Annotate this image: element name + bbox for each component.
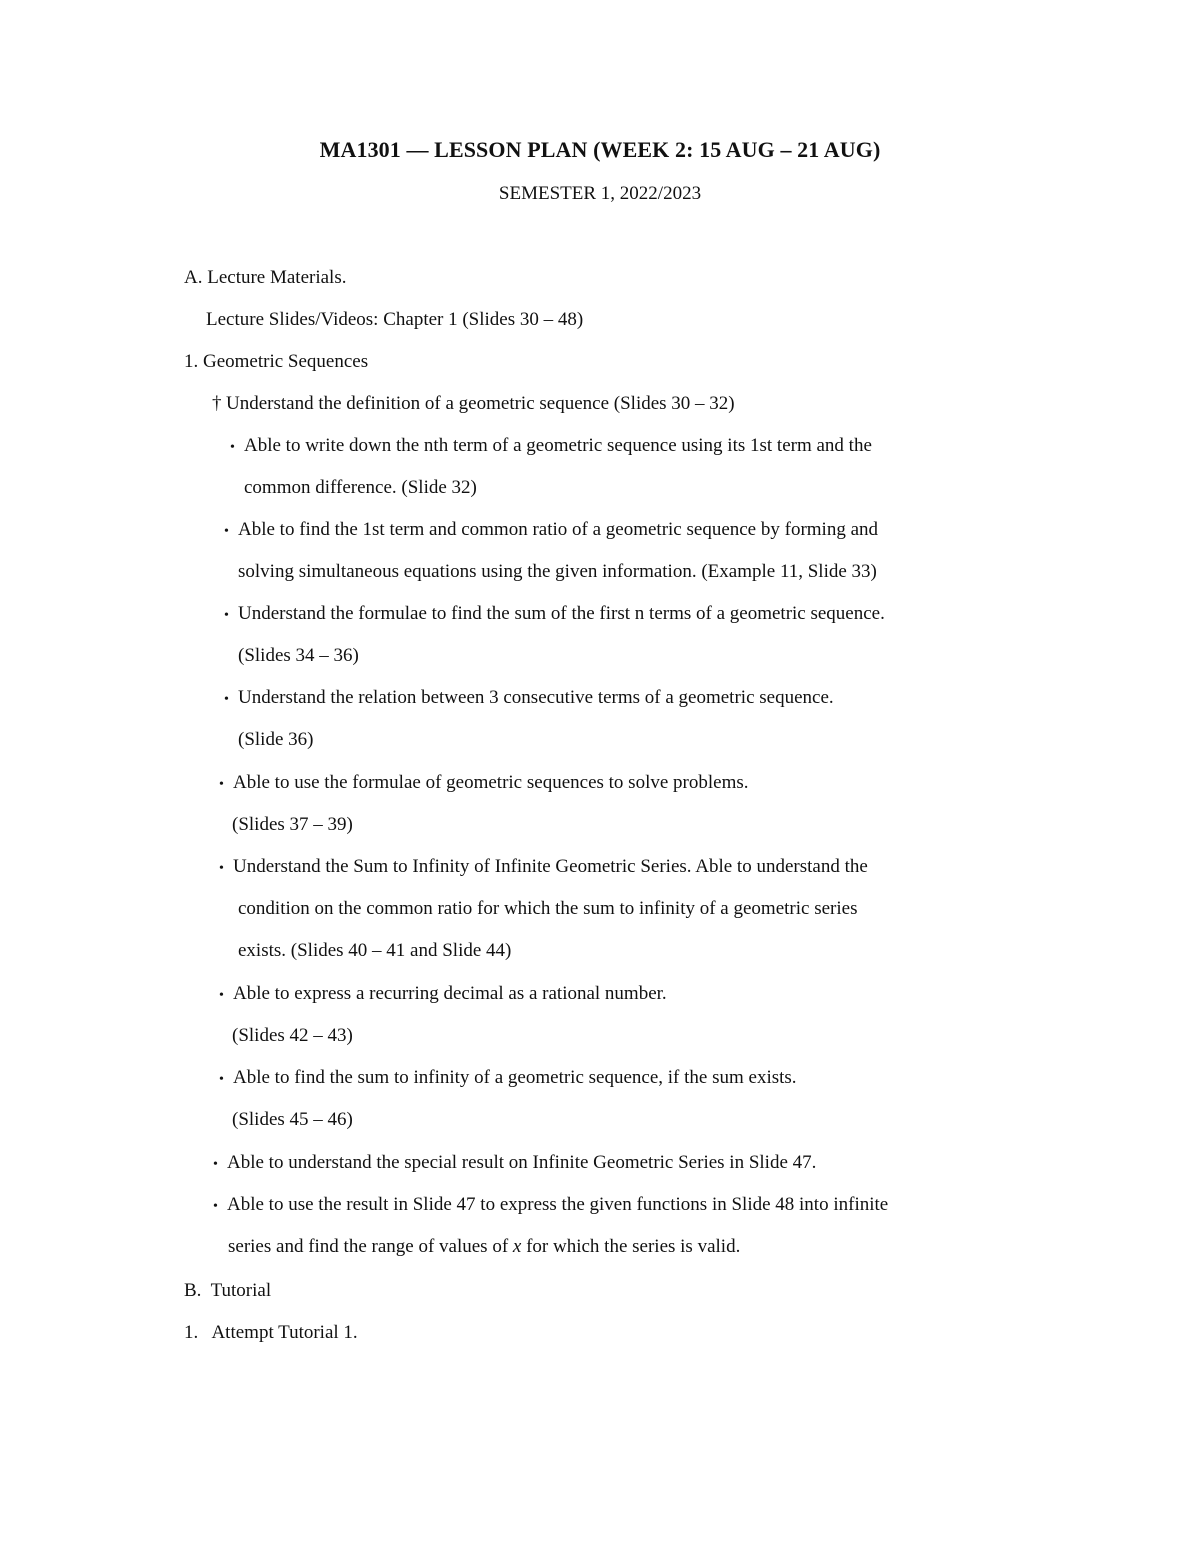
last-line-pre: series and find the range of values of	[228, 1236, 513, 1257]
bullet-symbol: •	[219, 1072, 224, 1087]
bullet-symbol: •	[219, 777, 224, 792]
bullet-continuation: (Slides 34 – 36)	[238, 645, 359, 666]
bullet-symbol: •	[213, 1157, 218, 1172]
bullet-item	[224, 684, 834, 714]
bullet-continuation: (Slide 36)	[238, 729, 314, 750]
bullet-continuation: solving simultaneous equations using the given information. (Example 11, Slide 33)	[238, 561, 877, 582]
bullet-item	[219, 1064, 797, 1094]
section-a-heading: A. Lecture Materials.	[184, 267, 347, 288]
variable-x: x	[512, 1236, 522, 1257]
bullet-item	[219, 980, 667, 1010]
bullet-item	[224, 516, 878, 546]
page-subtitle: SEMESTER 1, 2022/2023	[498, 183, 702, 204]
bullet-symbol: •	[224, 608, 229, 623]
bullet-item	[219, 853, 868, 883]
page-title: MA1301 — LESSON PLAN (WEEK 2: 15 AUG – 21 AUG)	[319, 137, 881, 162]
bullet-symbol: •	[224, 692, 229, 707]
bullet-item	[213, 1191, 888, 1221]
bullet-text: Able to use the result in Slide 47 to express the given functions in Slide 48 into infinite	[227, 1194, 889, 1215]
bullet-text: Able to express a recurring decimal as a rational number.	[233, 983, 667, 1004]
bullet-continuation	[228, 1233, 740, 1261]
dagger-item-text: Understand the definition of a geometric sequence (Slides 30 – 32)	[226, 393, 735, 414]
bullet-text: Understand the relation between 3 consecutive terms of a geometric sequence.	[238, 687, 834, 708]
lecture-materials-line: Lecture Slides/Videos: Chapter 1 (Slides 30 – 48)	[206, 309, 584, 330]
bullet-continuation: exists. (Slides 40 – 41 and Slide 44)	[238, 940, 512, 961]
bullet-symbol: •	[224, 524, 229, 539]
bullet-item	[224, 600, 885, 630]
bullet-item	[230, 432, 872, 462]
section-b-heading: B. Tutorial	[184, 1280, 272, 1301]
bullet-text: Understand the Sum to Infinity of Infinite Geometric Series. Able to understand the	[233, 856, 868, 877]
bullet-continuation: condition on the common ratio for which the sum to infinity of a geometric series	[238, 898, 858, 919]
bullet-symbol: •	[219, 988, 224, 1003]
last-line-post: for which the series is valid.	[521, 1236, 741, 1257]
dagger-item	[212, 390, 735, 418]
bullet-text: Able to use the formulae of geometric sequences to solve problems.	[233, 772, 749, 793]
bullet-text: Able to find the sum to infinity of a geometric sequence, if the sum exists.	[233, 1067, 797, 1088]
bullet-text: Able to understand the special result on Infinite Geometric Series in Slide 47.	[227, 1152, 817, 1173]
bullet-text: Able to write down the nth term of a geometric sequence using its 1st term and the	[244, 435, 872, 456]
bullet-symbol: •	[230, 440, 235, 455]
bullet-text: Understand the formulae to find the sum of the first n terms of a geometric sequence.	[238, 603, 885, 624]
bullet-item	[219, 769, 749, 799]
bullet-continuation: (Slides 45 – 46)	[232, 1109, 353, 1130]
tutorial-item: 1. Attempt Tutorial 1.	[184, 1322, 358, 1343]
bullet-continuation: (Slides 37 – 39)	[232, 814, 353, 835]
bullet-continuation: common difference. (Slide 32)	[244, 477, 477, 498]
dagger-symbol: †	[212, 393, 222, 414]
bullet-continuation: (Slides 42 – 43)	[232, 1025, 353, 1046]
bullet-symbol: •	[213, 1199, 218, 1214]
bullet-text: Able to find the 1st term and common ratio of a geometric sequence by forming and	[238, 519, 879, 540]
bullet-symbol: •	[219, 861, 224, 876]
topic-heading: 1. Geometric Sequences	[184, 351, 369, 372]
bullet-item	[213, 1149, 816, 1179]
